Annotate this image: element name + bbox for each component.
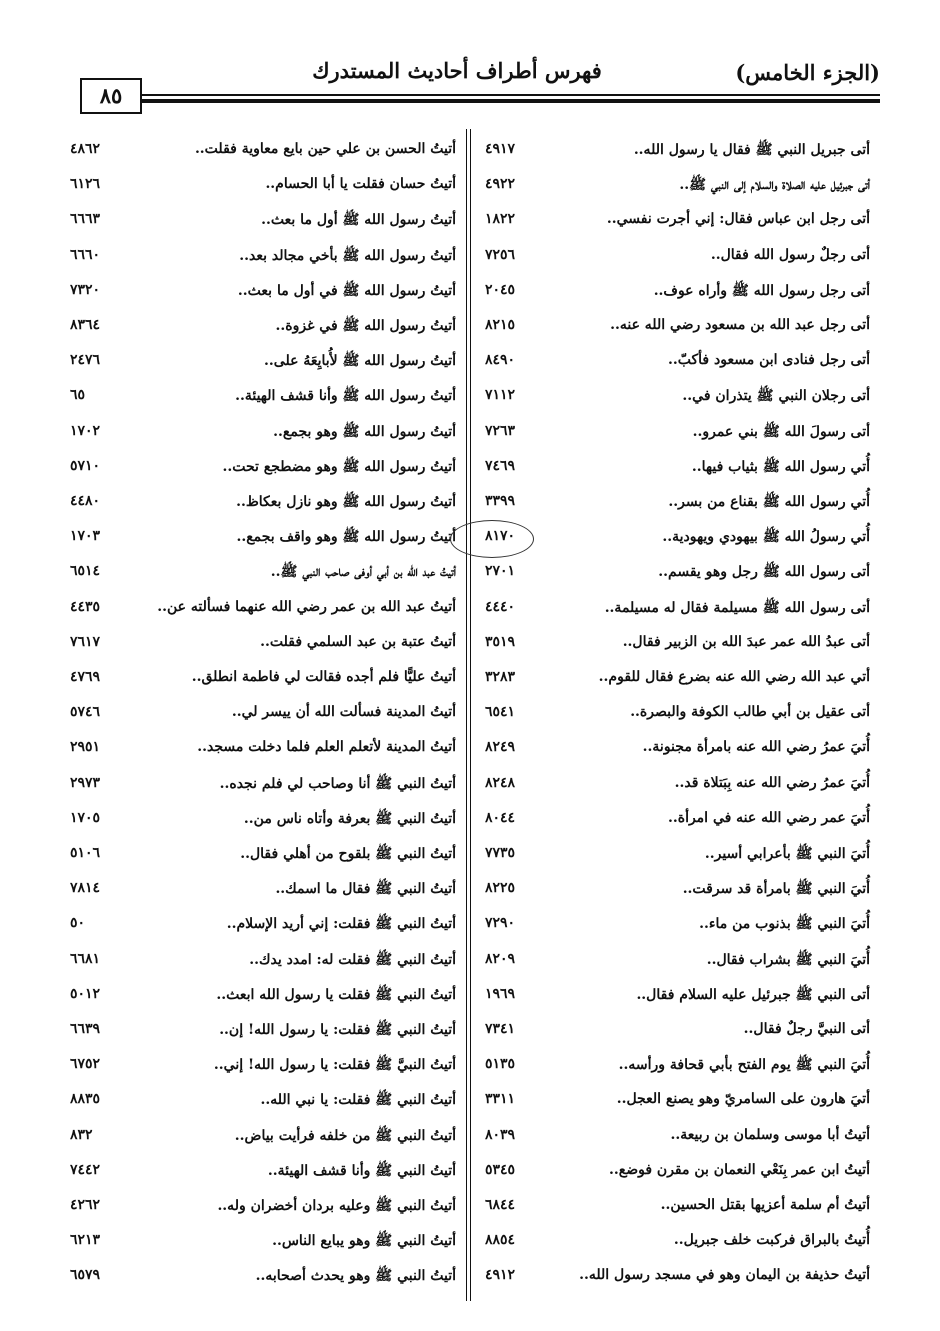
entry-text: أتيتُ النبي ﷺ بلقوح من أهلي فقال..	[240, 846, 456, 862]
entry-text: أتيتُ رسول الله ﷺ أول ما بعث..	[261, 212, 456, 229]
entry-number: ٣٣١١	[485, 1091, 516, 1108]
index-entry	[480, 313, 870, 346]
entry-number: ٧٣٢٠	[70, 281, 101, 298]
entry-text: أتيتُ النبي ﷺ فقلت: يا نبي الله..	[260, 1092, 456, 1109]
entry-text: أتيتُ رسول الله ﷺ بأخي مجالد بعد..	[239, 247, 456, 264]
index-entry	[480, 1123, 870, 1156]
index-entry	[70, 665, 460, 698]
index-entry	[70, 947, 460, 980]
entry-text: أتيتُ النبي ﷺ فقلت: إني أريد الإسلام..	[226, 916, 456, 933]
entry-text: أُتيَ النبي ﷺ يوم الفتح بأبي قحافة ورأسه..	[618, 1057, 870, 1074]
entry-number: ٥١٣٥	[485, 1056, 516, 1073]
entry-number: ٦٧٥٢	[70, 1056, 101, 1073]
index-entry	[480, 947, 870, 980]
entry-number: ٣٢٨٣	[485, 669, 516, 685]
entry-text: أُتيَ النبي ﷺ بامرأة قد سرقت..	[682, 881, 870, 898]
entry-text: أتيتُ النبي ﷺ فقلت يا رسول الله ابعث..	[216, 986, 456, 1003]
entry-number: ٦٦٨١	[70, 950, 101, 967]
entry-text: أتيتُ عبد الله بن أبي أوفى صاحب النبي ﷺ..	[270, 564, 456, 581]
entry-text: أتيتُ حسان فقلت يا أبا الحسام..	[265, 176, 456, 193]
entry-text: أتى جبريل النبي ﷺ فقال يا رسول الله..	[633, 142, 870, 158]
entry-number: ٦٥	[70, 387, 86, 404]
header-rule-thick	[140, 99, 880, 103]
index-entry	[70, 1228, 460, 1261]
index-entry	[480, 595, 870, 628]
entry-number: ٤٩٢٢	[485, 176, 516, 193]
entry-number: ٧٦١٧	[70, 633, 101, 650]
entry-text: أُتيَ النبي ﷺ بأعرابي أسير..	[704, 846, 870, 862]
entry-number: ٦٥٧٩	[70, 1267, 101, 1284]
index-entry	[70, 278, 460, 311]
entry-number: ٤٤٤٠	[485, 598, 516, 615]
entry-text: أتيتُ رسول الله ﷺ وهو بجمع..	[273, 423, 456, 440]
index-entry	[70, 1123, 460, 1156]
entry-number: ٧٢٦٣	[485, 422, 516, 439]
index-entry	[70, 1087, 460, 1120]
index-entry	[480, 1017, 870, 1050]
entry-text: أتيتُ النبي ﷺ بعرفة وأتاه ناس من..	[243, 810, 456, 827]
entry-number: ١٨٢٢	[485, 211, 516, 228]
index-entry	[70, 595, 460, 628]
entry-number: ٢٧٠١	[485, 563, 516, 580]
entry-number: ٧١١٢	[485, 387, 516, 404]
entry-text: أتيتُ الحسن بن علي حين بايع معاوية فقلت..	[194, 141, 456, 157]
entry-text: أُتيتُ بالبراق فركبت خلف جبريل..	[673, 1232, 870, 1249]
entry-number: ٤٨٦٢	[70, 141, 101, 157]
entry-number: ٧٢٥٦	[485, 246, 516, 263]
index-entry	[480, 841, 870, 874]
entry-text: أُتيَ عمر رضي الله عنه في امرأة..	[667, 809, 870, 826]
entry-number: ٤٩١٧	[485, 141, 516, 157]
entry-number: ٨٢٤٩	[485, 739, 516, 756]
index-entry	[480, 700, 870, 733]
entry-text: أتيتُ النبي ﷺ وهو يبايع الناس..	[272, 1233, 456, 1250]
entry-text: أتى رجل رسول الله ﷺ وأراه عوف..	[653, 282, 870, 299]
index-entry	[480, 1228, 870, 1261]
entry-text: أتيتُ ابن عمر بِنَعْي النعمان بن مقرن فوضع..	[609, 1161, 870, 1178]
entry-number: ٤٢٦٢	[70, 1197, 101, 1213]
entry-number: ٨٤٩٠	[485, 352, 516, 369]
index-entry	[480, 524, 870, 557]
entry-text: أتيتُ النبي ﷺ فقلت: يا رسول الله! إن..	[219, 1022, 456, 1038]
entry-number: ٦٦٦٠	[70, 246, 101, 263]
entry-text: أُتي رسول الله ﷺ بقناع من بسر..	[668, 494, 870, 510]
entry-text: أتيتُ رسول الله ﷺ وأنا قشف الهيئة..	[235, 388, 456, 405]
index-entry	[70, 841, 460, 874]
entry-text: أتيتُ عبد الله بن عمر رضي الله عنهما فسألته عن..	[157, 598, 456, 615]
entry-number: ٥٣٤٥	[485, 1161, 516, 1178]
entry-text: أتيتُ النبي ﷺ وأنا قشف الهيئة..	[267, 1162, 456, 1179]
entry-text: أتيتُ أم سلمة أعزيها بقتل الحسين..	[660, 1197, 870, 1213]
index-entry	[480, 489, 870, 522]
entry-text: أتيتُ رسول الله ﷺ في غزوة..	[275, 318, 456, 334]
index-entry	[480, 1193, 870, 1226]
entry-text: أتيتُ المدينة فسألت الله أن ييسر لي..	[231, 704, 456, 721]
entry-number: ٤٩١٢	[485, 1267, 516, 1284]
index-entry	[70, 489, 460, 522]
entry-number: ٦١٢٦	[70, 176, 101, 193]
index-entry	[70, 1158, 460, 1191]
index-entry	[70, 630, 460, 663]
entry-number: ٢٤٧٦	[70, 352, 101, 369]
entry-number: ٣٥١٩	[485, 633, 516, 650]
entry-text: أتى رجل ابن عباس فقال: إني أجرت نفسي..	[606, 211, 870, 228]
entry-number: ٤٤٨٠	[70, 493, 101, 509]
entry-text: أُتيَ عمرُ رضي الله عنه بامرأة مجنونة..	[642, 739, 870, 756]
entry-text: أُتي رسول الله ﷺ بثياب فيها..	[691, 458, 870, 475]
index-entry	[70, 806, 460, 839]
volume-label: (الجزء الخامس)	[735, 60, 880, 85]
entry-text: أتى رجلٌ رسول الله فقال..	[710, 246, 870, 263]
entry-text: أتى عبدُ الله عمر عبدَ الله بن الزبير فقال..	[622, 633, 870, 650]
index-entry	[480, 383, 870, 416]
entry-text: أتيَ هارون على السامريّ وهو يصنع العجل..	[616, 1091, 870, 1108]
index-entry	[70, 207, 460, 240]
index-entry	[480, 1052, 870, 1085]
index-entry	[480, 771, 870, 804]
entry-number: ٢٩٥١	[70, 739, 101, 756]
index-entry	[70, 172, 460, 205]
entry-text: أتى رجل فنادى ابن مسعود فأكبّ..	[668, 352, 870, 369]
index-entry	[70, 1193, 460, 1226]
index-entry	[480, 911, 870, 944]
entry-text: أتيتُ عتبة بن عبد السلمي فقلت..	[260, 633, 456, 650]
entry-text: أُتيَ النبي ﷺ بشراب فقال..	[706, 951, 870, 968]
entry-text: أتيتُ عليًّا فلم أجده فقالت لي فاطمة انطلق..	[191, 669, 456, 685]
entry-number: ٦٦٦٣	[70, 211, 101, 228]
entry-text: أتيتُ النبي ﷺ فقال ما اسمك..	[275, 881, 456, 898]
entry-number: ٧٣٤١	[485, 1021, 516, 1037]
entry-text: أُتيَ عمرُ رضي الله عنه بِبَتلاة قد..	[674, 774, 870, 791]
entry-number: ٧٤٦٩	[485, 457, 516, 474]
entry-text: أتيتُ النبي ﷺ وعليه بردان أخضران وله..	[217, 1198, 456, 1214]
entry-text: أتيتُ المدينة لأتعلم العلم فلما دخلت مسجد..	[197, 739, 456, 756]
entry-number: ٤٤٣٥	[70, 598, 101, 615]
entry-text: أتيتُ النبي ﷺ وهو يحدث أصحابه..	[255, 1268, 456, 1285]
entry-number: ٥٠١٢	[70, 985, 101, 1002]
entry-text: أتيتُ رسول الله ﷺ لأُبايِعَهُ على..	[264, 353, 456, 370]
entry-text: أتيتُ رسول الله ﷺ في أول ما بعث..	[237, 282, 456, 299]
entry-text: أتى النبيَّ رجلٌ فقال..	[743, 1021, 870, 1037]
entry-number: ٨٢٢٥	[485, 880, 516, 897]
entry-text: أتى جبرئيل عليه الصلاة والسلام إلى النبي ﷺ..	[679, 177, 870, 194]
left-column	[70, 137, 460, 1293]
entry-number: ٤٧٦٩	[70, 669, 101, 685]
index-entry	[70, 700, 460, 733]
index-entry	[480, 982, 870, 1015]
page-title: فهرس أطراف أحاديث المستدرك	[312, 58, 602, 83]
entry-text: أُتي رسولُ الله ﷺ بيهودي ويهودية..	[662, 529, 870, 546]
index-entry	[70, 243, 460, 276]
entry-number: ٥٧١٠	[70, 457, 101, 474]
index-entry	[70, 348, 460, 381]
entry-text: أتى رسول الله ﷺ رجل وهو يقسم..	[658, 564, 870, 581]
entry-number: ٨٢١٥	[485, 317, 516, 333]
entry-text: أتى رسول الله ﷺ مسيلمة فقال له مسيلمة..	[604, 599, 870, 616]
index-entry	[70, 419, 460, 452]
page-number: ٨٥	[80, 78, 142, 114]
entry-number: ٢٠٤٥	[485, 281, 516, 298]
index-entry	[70, 1017, 460, 1050]
index-entry	[70, 982, 460, 1015]
entry-number: ٥٧٤٦	[70, 704, 101, 721]
entry-number: ٦٢١٣	[70, 1232, 101, 1249]
entry-text: أتى النبي ﷺ جبرئيل عليه السلام فقال..	[636, 986, 870, 1003]
index-entry	[480, 1263, 870, 1296]
index-entry	[480, 172, 870, 205]
index-entry	[480, 876, 870, 909]
index-entry	[480, 137, 870, 170]
header-rule-thin	[140, 94, 880, 96]
entry-number: ٧٨١٤	[70, 880, 101, 897]
entry-number: ٨٣٦٤	[70, 317, 101, 333]
index-entry	[70, 383, 460, 416]
entry-number: ٨٢٤٨	[485, 774, 516, 791]
right-column	[480, 137, 870, 1293]
entry-text: أتيتُ رسول الله ﷺ وهو نازل بعكاظ..	[236, 494, 456, 510]
index-entry	[70, 876, 460, 909]
entry-number: ٢٩٧٣	[70, 774, 101, 791]
entry-text: أتيتُ النبي ﷺ فقلت له: امدد يدك..	[249, 951, 456, 968]
index-entry	[480, 419, 870, 452]
entry-number: ٦٨٤٤	[485, 1197, 516, 1213]
entry-number: ٥١٠٦	[70, 845, 101, 861]
index-entry	[70, 1052, 460, 1085]
index-entry	[480, 559, 870, 592]
index-entry	[480, 1158, 870, 1191]
entry-text: أتيتُ أبا موسى وسلمان بن ربيعة..	[670, 1126, 870, 1143]
entry-text: أتيتُ النبي ﷺ من خلفه فرأيت بياض..	[234, 1127, 456, 1144]
entry-number: ٧٢٩٠	[485, 915, 516, 932]
index-entry	[70, 137, 460, 170]
entry-number: ٨٨٥٤	[485, 1232, 516, 1249]
entry-number: ٣٣٩٩	[485, 493, 516, 509]
entry-number: ٦٥٤١	[485, 704, 516, 721]
index-entry	[70, 1263, 460, 1296]
entry-number: ١٧٠٣	[70, 528, 101, 545]
entry-text: أتى رجل عبد الله بن مسعود رضي الله عنه..	[610, 317, 870, 333]
entry-text: أتيتُ حذيفة بن اليمان وهو في مسجد رسول الله..	[579, 1267, 870, 1284]
index-entry	[480, 207, 870, 240]
entry-text: أتيتُ رسول الله ﷺ وهو واقف بجمع..	[236, 529, 456, 546]
entry-number: ٨٣٢	[70, 1126, 93, 1143]
entry-number: ٨٠٣٩	[485, 1126, 516, 1143]
entry-number: ٦٦٣٩	[70, 1021, 101, 1037]
index-entry	[480, 348, 870, 381]
column-divider	[466, 129, 471, 1301]
entry-text: أتيتُ النبيَّ ﷺ فقلت: يا رسول الله! إني..	[213, 1057, 456, 1074]
entry-text: أتي عبد الله رضي الله عنه بضرع فقال للقوم..	[598, 669, 870, 685]
index-entry	[480, 243, 870, 276]
entry-number: ٧٤٤٢	[70, 1161, 101, 1178]
entry-number: ٧٧٣٥	[485, 845, 516, 861]
index-entry	[70, 911, 460, 944]
entry-number: ١٧٠٢	[70, 422, 101, 439]
entry-number: ٥٠	[70, 915, 86, 932]
index-entry	[70, 524, 460, 557]
entry-number: ١٧٠٥	[70, 809, 101, 826]
entry-text: أتى عقيل بن أبي طالب الكوفة والبصرة..	[630, 704, 870, 721]
index-entry	[70, 735, 460, 768]
page-header	[72, 58, 880, 114]
entry-text: أتيتُ النبي ﷺ أنا وصاحب لي فلم نجده..	[219, 775, 456, 792]
index-entry	[70, 771, 460, 804]
index-entry	[70, 454, 460, 487]
index-entry	[480, 1087, 870, 1120]
index-columns	[70, 137, 870, 1293]
entry-text: أتيتُ رسول الله ﷺ وهو مضطجع تحت..	[222, 458, 456, 475]
entry-text: أتى رسولَ الله ﷺ بني عمرو..	[692, 423, 870, 440]
entry-number: ٨٠٤٤	[485, 809, 516, 826]
entry-number: ٨١٧٠	[485, 528, 516, 545]
entry-text: أُتيَ النبي ﷺ بذنوب من ماء..	[699, 916, 870, 933]
entry-number: ٨٢٠٩	[485, 950, 516, 967]
entry-number: ٨٨٣٥	[70, 1091, 101, 1108]
index-entry	[480, 665, 870, 698]
index-entry	[70, 559, 460, 592]
entry-text: أتى رجلان النبي ﷺ يتذران في..	[682, 388, 870, 405]
index-entry	[480, 278, 870, 311]
index-entry	[480, 454, 870, 487]
entry-number: ٦٥١٤	[70, 563, 101, 580]
index-entry	[480, 806, 870, 839]
index-entry	[480, 735, 870, 768]
entry-number: ١٩٦٩	[485, 985, 516, 1002]
index-entry	[480, 630, 870, 663]
index-entry	[70, 313, 460, 346]
